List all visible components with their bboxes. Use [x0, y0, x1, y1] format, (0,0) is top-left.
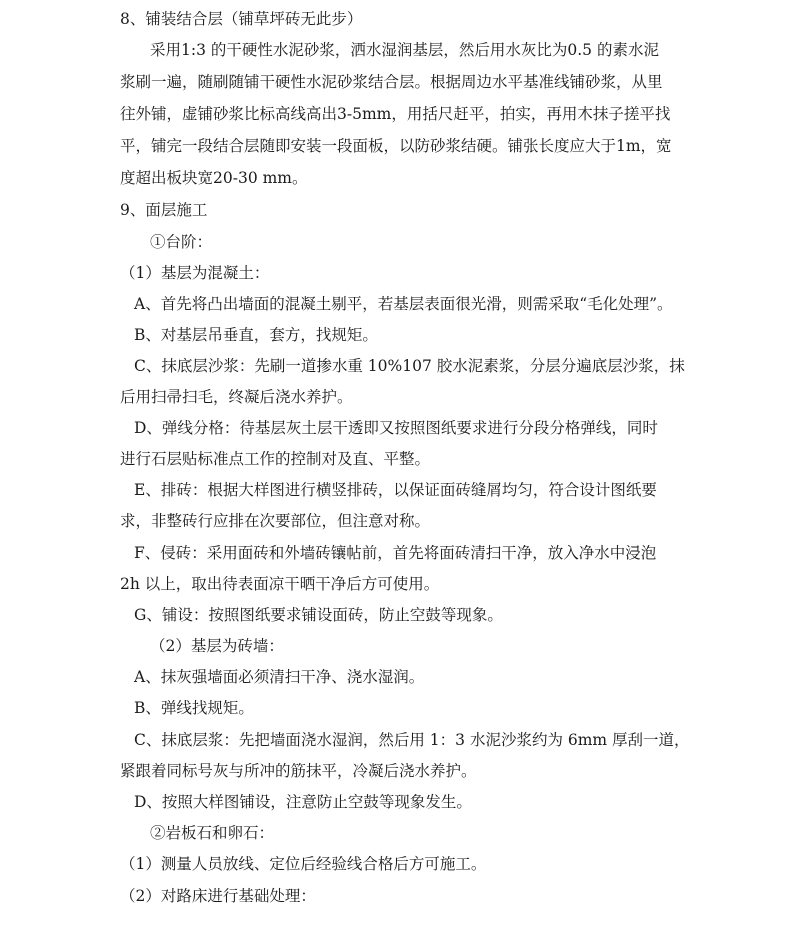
list-item-g: G、铺设：按照图纸要求铺设面砖，防止空鼓等现象。: [134, 606, 503, 624]
paragraph-line: 浆刷一遍，随刷随铺干硬性水泥砂浆结合层。根据周边水平基准线铺砂浆，从里: [120, 73, 663, 91]
paragraph-line: 往外铺，虚铺砂浆比标高线高出3-5mm，用括尺赶平，拍实，再用木抹子搓平找: [120, 105, 671, 123]
list-item-f: F、侵砖：采用面砖和外墙砖镶帖前，首先将面砖清扫干净，放入净水中浸泡: [134, 544, 657, 562]
paragraph-line: 平，铺完一段结合层随即安装一段面板，以防砂浆结硬。铺张长度应大于1m，宽: [120, 137, 672, 155]
subsection-heading-slate-pebble: ②岩板石和卵石：: [150, 824, 275, 842]
list-item-d-cont: 进行石层贴标准点工作的控制对及直、平整。: [120, 450, 431, 468]
subheading-concrete-base: （1）基层为混凝土：: [120, 264, 270, 282]
section-heading-9: 9、面层施工: [120, 201, 208, 219]
list-item-a: A、抹灰强墙面必须清扫干净、浇水湿润。: [134, 668, 425, 686]
list-item-c: C、抹底层沙浆：先刷一道掺水重 10%107 胶水泥素浆，分层分遍底层沙浆，抹: [134, 357, 685, 375]
list-item-c-cont: 后用扫帚扫毛，终凝后浇水养护。: [120, 388, 353, 406]
list-item-f-cont: 2h 以上，取出待表面凉干晒干净后方可使用。: [120, 575, 440, 593]
numbered-item-2: （2）对路床进行基础处理：: [120, 887, 316, 905]
list-item-c: C、抹底层浆：先把墙面浇水湿润，然后用 1：3 水泥沙浆约为 6mm 厚刮一道，: [134, 731, 690, 749]
list-item-d: D、按照大样图铺设，注意防止空鼓等现象发生。: [134, 793, 472, 811]
list-item-b: B、弹线找规矩。: [134, 699, 254, 717]
list-item-a: A、首先将凸出墙面的混凝土剔平，若基层表面很光滑，则需采取“毛化处理”。: [134, 295, 673, 313]
paragraph-line: 度超出板块宽20-30 mm。: [120, 169, 308, 187]
section-heading-8: 8、铺装结合层（铺草坪砖无此步）: [120, 10, 363, 28]
paragraph-line: 采用1:3 的干硬性水泥砂浆，洒水湿润基层，然后用水灰比为0.5 的素水泥: [150, 41, 659, 59]
list-item-d: D、弹线分格：待基层灰土层干透即又按照图纸要求进行分段分格弹线，同时: [134, 419, 658, 437]
subsection-heading-steps: ①台阶：: [150, 233, 213, 251]
list-item-e-cont: 求，非整砖行应排在次要部位，但注意对称。: [120, 512, 431, 530]
subheading-brick-wall-base: （2）基层为砖墙：: [150, 637, 284, 655]
numbered-item-1: （1）测量人员放线、定位后经验线合格后方可施工。: [120, 855, 487, 873]
list-item-b: B、对基层吊垂直，套方，找规矩。: [134, 326, 378, 344]
list-item-e: E、排砖：根据大样图进行横竖排砖，以保证面砖缝屑均匀，符合设计图纸要: [134, 481, 657, 499]
list-item-c-cont: 紧跟着同标号灰与所冲的筋抹平，冷凝后浇水养护。: [120, 762, 477, 780]
